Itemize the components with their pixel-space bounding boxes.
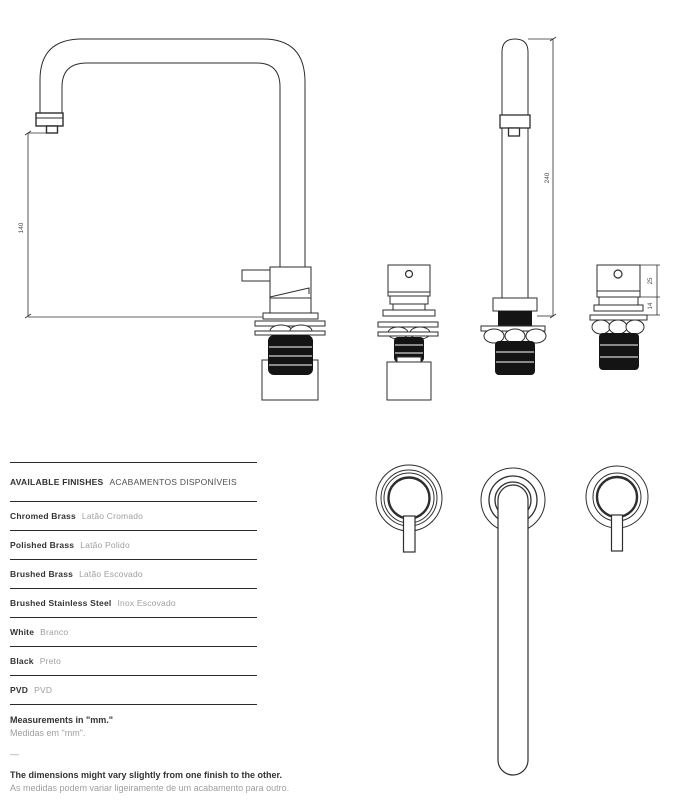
- handle-lever: [242, 270, 270, 281]
- valve-deck-plate: [378, 322, 438, 327]
- valve2-indicator-dot: [614, 270, 622, 278]
- dimension-240-label: 240: [544, 172, 551, 184]
- threaded-shank: [268, 335, 313, 375]
- dimension-140-label: 140: [18, 222, 25, 234]
- finishes-table-header: [10, 463, 257, 501]
- front-threaded-shank: [495, 341, 535, 375]
- valve-base-box: [387, 362, 431, 400]
- measurements-note-en: Measurements in "mm.": [10, 715, 114, 725]
- finish-row: [10, 646, 257, 675]
- aerator: [47, 126, 58, 133]
- finish-name-pt: Latão Polido: [80, 540, 130, 550]
- finish-name-en: Brushed Stainless Steel: [10, 598, 112, 608]
- mixer-side-view-drawing: [18, 39, 325, 400]
- finish-name-pt: Latão Escovado: [79, 569, 143, 579]
- finish-name-en: PVD: [10, 685, 29, 695]
- footnotes: [10, 714, 340, 795]
- finish-name-pt: PVD: [34, 685, 53, 695]
- spout-inner-outline: [62, 63, 280, 267]
- finish-name-en: Brushed Brass: [10, 569, 74, 579]
- variance-note-pt: As medidas podem variar ligeiramente de um acabamento para outro.: [10, 783, 290, 793]
- finish-row: [10, 530, 257, 559]
- finish-name-pt: Preto: [39, 656, 62, 666]
- finishes-table: [10, 462, 257, 705]
- front-dark-ring: [498, 311, 532, 326]
- spout-outer-outline: [40, 39, 305, 267]
- finish-row: [10, 617, 257, 646]
- dimension-14-label: 14: [648, 302, 654, 310]
- valve-plan-view-right: [586, 466, 648, 551]
- dimension-140: [18, 131, 46, 318]
- finish-name-en: Polished Brass: [10, 540, 75, 550]
- finish-name-pt: Latão Cromado: [81, 511, 144, 521]
- body-flange: [263, 313, 318, 319]
- finish-row: [10, 675, 257, 704]
- valve-indicator-dot: [406, 271, 413, 278]
- valve2-deck-plate: [590, 315, 647, 320]
- valve-front-view-drawing: [590, 265, 660, 370]
- finish-name-en: White: [10, 627, 35, 637]
- mixer-body: [270, 267, 311, 313]
- notes-separator: —: [10, 749, 19, 759]
- front-aerator: [509, 128, 520, 136]
- valve-side-view-drawing: [378, 265, 438, 400]
- dimension-240: [528, 37, 556, 318]
- riser-tube-outline: [502, 39, 528, 298]
- front-flange: [493, 298, 537, 311]
- finish-row: [10, 501, 257, 530]
- mixer-plan-view: [481, 468, 545, 775]
- finish-name-en: Chromed Brass: [10, 511, 76, 521]
- valve-plan-view-left: [376, 465, 442, 552]
- front-mounting-nut: [484, 329, 546, 343]
- valve2-mounting-nut: [592, 320, 644, 334]
- valve-flange: [383, 310, 435, 316]
- technical-views-plan: [360, 440, 678, 790]
- measurements-note-pt: Medidas em "mm".: [10, 728, 86, 738]
- spout-band: [500, 115, 530, 128]
- valve-plan-lever-left: [404, 516, 416, 552]
- variance-note-en: The dimensions might vary slightly from one finish to the other.: [10, 770, 283, 780]
- finishes-header-en: AVAILABLE FINISHES: [10, 477, 104, 487]
- deck-plate: [255, 321, 325, 326]
- finish-name-pt: Branco: [40, 627, 69, 637]
- finish-name-pt: Inox Escovado: [117, 598, 176, 608]
- valve-plan-lever-right: [612, 515, 623, 551]
- valve-head: [388, 265, 430, 296]
- finishes-header-pt: ACABAMENTOS DISPONÍVEIS: [109, 477, 237, 487]
- finish-row: [10, 559, 257, 588]
- dimension-25-label: 25: [648, 277, 654, 285]
- mixer-front-view-drawing: [481, 37, 556, 375]
- valve2-flange: [594, 305, 643, 311]
- finish-name-en: Black: [10, 656, 34, 666]
- mixer-plan-spout: [498, 485, 528, 775]
- valve2-threaded-shank: [599, 333, 639, 370]
- finish-row: [10, 588, 257, 617]
- spout-outlet: [36, 113, 63, 133]
